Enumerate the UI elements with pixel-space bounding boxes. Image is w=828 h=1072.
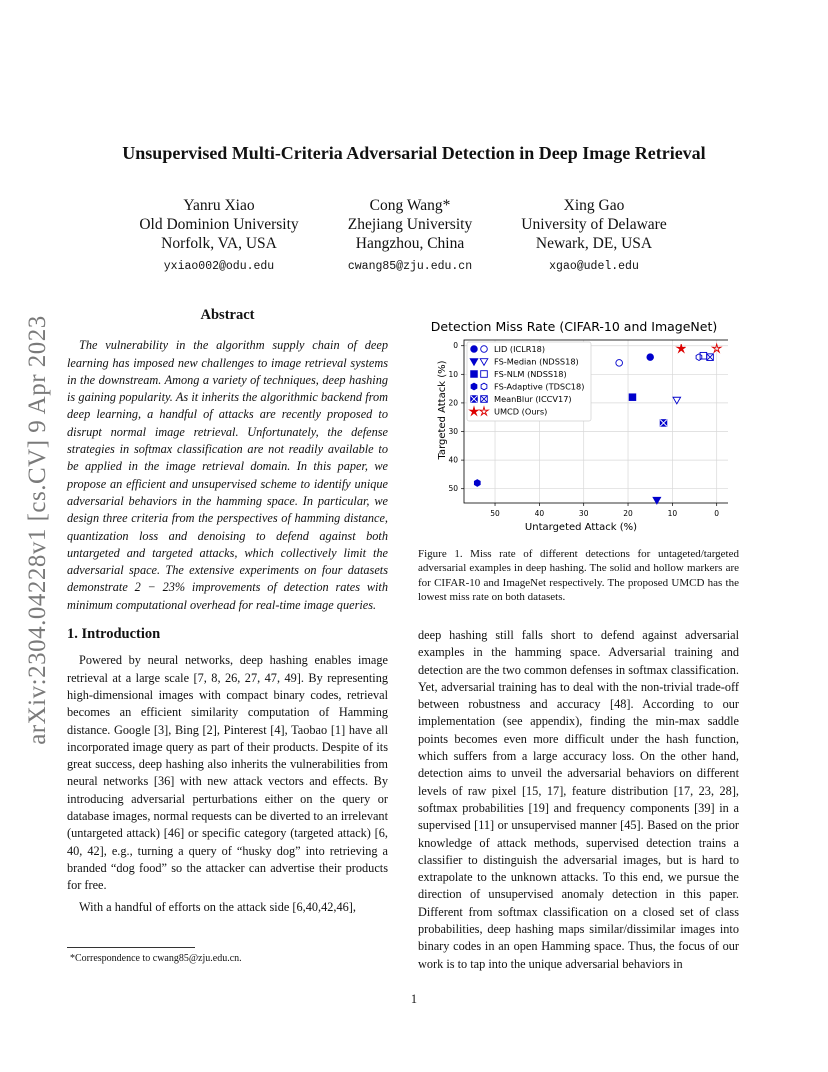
data-point-hollow <box>696 354 702 361</box>
legend-marker-solid <box>471 346 478 353</box>
legend-marker-solid <box>471 383 477 390</box>
section-heading: 1. Introduction <box>67 626 161 643</box>
author-location: Norfolk, VA, USA <box>161 235 277 252</box>
data-point-hollow <box>616 360 623 367</box>
legend-label: FS-NLM (NDSS18) <box>494 369 567 379</box>
data-point-solid <box>647 354 654 361</box>
x-tick-label: 20 <box>623 509 633 518</box>
body-paragraph: deep hashing still falls short to defend against adversarial examples in the hamming space. Adversarial training and detection are the two common defenses in softmax classification. Yet, adversarial training has to deal with the non-trivial trade-off between robustness and accuracy [48]. According to our implementation (see appendix), finding the min-max saddle points becomes even more difficult under the hash function, which suffers from a large accuracy loss. On the other hand, detection aims to unveil the adversarial behaviors on different levels of raw pixel [15, 17], feature distribution [17, 23, 28], softmax probabilities [19] and frequency components [39] in a supervised [11] or unsupervised manner [45]. Based on the prior knowledge of attack methods, supervised detection trains a classifier to distinguish the adversarial images, but is hard to extrapolate to the unknown attacks. To this end, we pursue the direction of unsupervised anomaly detection in this paper. Different from softmax classification on a closed set of class probabilities, deep hashing maps similar/dissimilar images into binary codes in an open Hamming space. Thus, the focus of our work is to tap into the unique adversarial behaviors in <box>418 628 739 971</box>
author-affiliation: Zhejiang University <box>347 216 473 233</box>
x-tick-label: 10 <box>667 509 678 518</box>
data-point-solid <box>677 344 686 352</box>
author-block-2 <box>305 196 515 276</box>
author-name: Cong Wang* <box>369 197 451 214</box>
author-email: cwang85@zju.edu.cn <box>347 260 473 273</box>
marker-cross <box>707 354 714 361</box>
legend-marker-solid <box>471 396 478 403</box>
data-point-hollow <box>700 352 707 359</box>
chart-legend <box>467 342 591 421</box>
arxiv-identifier: arXiv:2304.04228v1 [cs.CV] 9 Apr 2023 <box>24 315 51 745</box>
chart-title: Detection Miss Rate (CIFAR-10 and ImageNet) <box>430 319 718 334</box>
author-block-3 <box>489 196 699 276</box>
y-tick-label: 50 <box>448 484 458 494</box>
x-tick-label: 0 <box>714 509 720 518</box>
author-name: Yanru Xiao <box>183 197 255 214</box>
author-location: Hangzhou, China <box>355 235 465 252</box>
x-axis-label: Untargeted Attack (%) <box>524 522 638 533</box>
legend-label: FS-Median (NDSS18) <box>494 356 579 367</box>
abstract-text: The vulnerability in the algorithm supply chain of deep learning has imposed new challenges to image retrieval systems in the downstream. Among a variety of techniques, deep hashing is gaining popularity. As it inherits the algorithmic backend from deep learning, a handful of attacks are recently proposed to disrupt normal image retrieval. Unfortunately, the defense strategies in softmax classification are not readily available to be applied in the image retrieval domain. In this paper, we propose an efficient and unsupervised scheme to identify unique adversarial behaviors in the hamming space. In particular, we design three criteria from the perspectives of hamming distance, quantization loss and denoising to defend against both untargeted and targeted attacks, which collectively limit the adversarial space. The extensive experiments on four datasets demonstrate 2 − 23% improvements of detection rates with minimum computational overhead for real-time image queries. <box>67 338 388 612</box>
author-block-1 <box>114 196 324 276</box>
x-tick-label: 30 <box>578 509 589 518</box>
data-point-solid <box>629 394 636 401</box>
left-column <box>67 307 388 916</box>
footnote: *Correspondence to cwang85@zju.edu.cn. <box>70 953 242 964</box>
x-tick-label: 50 <box>490 509 500 518</box>
footnote-rule <box>67 947 195 948</box>
y-axis-label: Targeted Attack (%) <box>437 360 448 460</box>
x-tick-label: 40 <box>534 509 545 518</box>
paper-title: Unsupervised Multi-Criteria Adversarial Detection in Deep Image Retrieval <box>122 143 706 163</box>
arxiv-sidebar <box>18 300 58 760</box>
page-number: 1 <box>410 992 418 1006</box>
intro-paragraph: Powered by neural networks, deep hashing enables image retrieval at a large scale [7, 8, 26, 27, 47, 49]. By representing high-dimensional images with compact binary codes, retrieval becomes an efficient similarity computation of Hamming distance. Google [3], Bing [2], Pinterest [4], Taobao [1] have all incorporated image query as part of their products. Despite of its great success, deep hashing also inherits the vulnerabilities from neural networks [36] with new attack vectors and effects. By introducing adversarial perturbations either on the query or database images, normal requests can be diverted to an irrelevant (untargeted attack) [46] or specific category (targeted attack) [6, 40, 42], e.g., turning a query of “husky dog” into retrieving a branded “dog food” so the attacker can advertise their products for free. <box>67 653 388 893</box>
y-tick-label: 20 <box>448 398 458 408</box>
author-affiliation: University of Delaware <box>521 216 667 233</box>
y-tick-label: 10 <box>448 369 458 379</box>
author-email: xgao@udel.edu <box>549 260 639 273</box>
data-point-solid <box>660 420 667 427</box>
author-affiliation: Old Dominion University <box>139 216 299 233</box>
intro-paragraph-2: With a handful of efforts on the attack side [6,40,42,46], <box>79 899 356 914</box>
legend-label: LID (ICLR18) <box>494 344 546 354</box>
legend-label: UMCD (Ours) <box>494 406 548 417</box>
author-location: Newark, DE, USA <box>535 235 653 252</box>
legend-label: FS-Adaptive (TDSC18) <box>494 381 585 392</box>
author-email: yxiao002@odu.edu <box>163 260 275 273</box>
legend-marker-solid <box>471 371 478 378</box>
right-column <box>418 627 739 973</box>
figure-caption: Figure 1. Miss rate of different detections for untageted/targeted adversarial examples in deep hashing. The solid and hollow markers are for CIFAR-10 and ImageNet respectively. The proposed UMCD has the lowest miss rate on both datasets. <box>418 548 739 603</box>
y-tick-label: 40 <box>448 455 458 465</box>
data-point-hollow <box>707 354 714 361</box>
y-tick-label: 0 <box>453 341 458 351</box>
data-point-solid <box>474 480 480 487</box>
author-name: Xing Gao <box>563 197 625 214</box>
y-tick-label: 30 <box>448 427 458 437</box>
abstract-heading: Abstract <box>200 307 255 323</box>
miss-rate-chart <box>428 316 728 536</box>
legend-label: MeanBlur (ICCV17) <box>494 394 572 404</box>
